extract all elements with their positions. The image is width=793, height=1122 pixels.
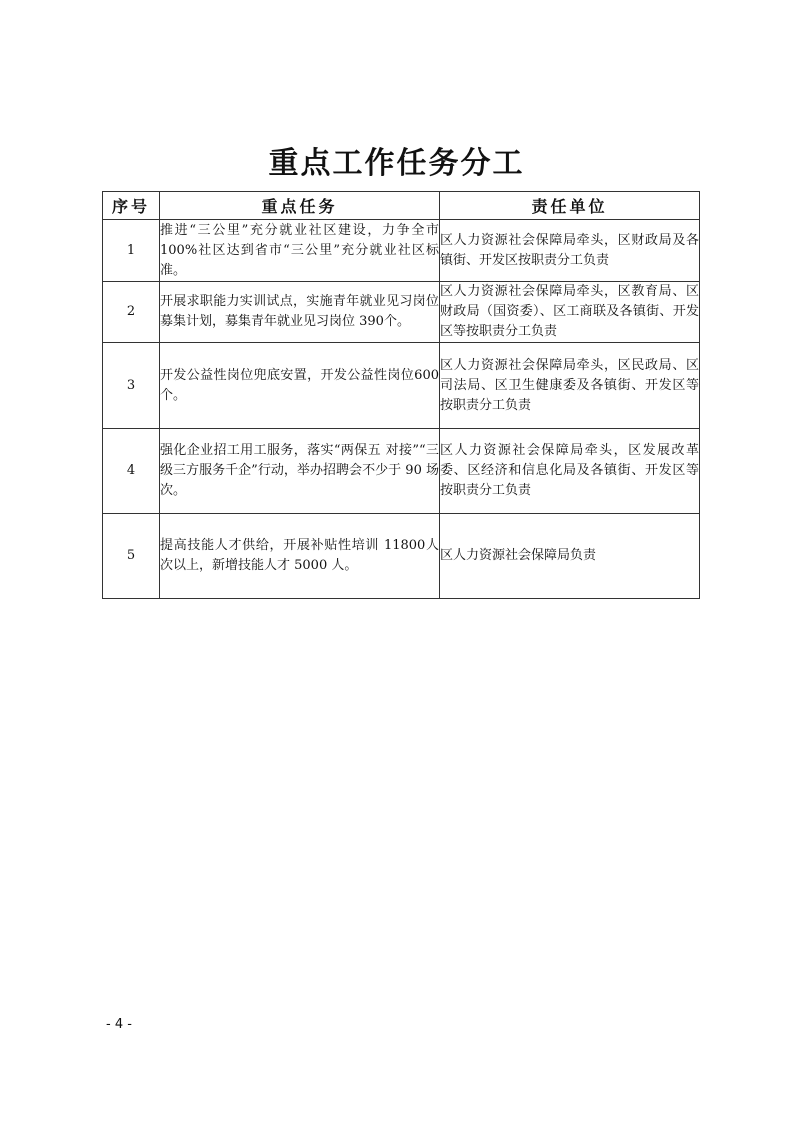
row-number: 3 [103,343,160,429]
row-task: 开展求职能力实训试点，实施青年就业见习岗位募集计划，募集青年就业见习岗位 390个。 [160,282,440,343]
row-unit: 区人力资源社会保障局牵头，区财政局及各镇街、开发区按职责分工负责 [440,220,700,282]
row-number: 4 [103,429,160,514]
row-task: 推进“三公里”充分就业社区建设，力争全市100%社区达到省市“三公里”充分就业社区标准。 [160,220,440,282]
row-number: 5 [103,514,160,599]
row-unit: 区人力资源社会保障局负责 [440,514,700,599]
row-unit: 区人力资源社会保障局牵头，区发展改革委、区经济和信息化局及各镇街、开发区等按职责分工负责 [440,429,700,514]
table-row [103,220,700,282]
page-title: 重点工作任务分工 [268,146,525,181]
row-task: 开发公益性岗位兜底安置，开发公益性岗位600 个。 [160,343,440,429]
header-unit: 责任单位 [440,192,700,220]
table-row [103,514,700,599]
row-number: 2 [103,282,160,343]
header-task: 重点任务 [160,192,440,220]
row-task: 强化企业招工用工服务，落实“两保五 对接”“三级三方服务千企”行动，举办招聘会不少于 90 场次。 [160,429,440,514]
table-row [103,343,700,429]
row-unit: 区人力资源社会保障局牵头，区教育局、区财政局（国资委）、区工商联及各镇街、开发区等按职责分工负责 [440,282,700,343]
row-number: 1 [103,220,160,282]
table-header-row [103,192,700,220]
table-row [103,282,700,343]
task-table [102,191,700,599]
row-task: 提高技能人才供给，开展补贴性培训 11800人次以上，新增技能人才 5000 人。 [160,514,440,599]
row-unit: 区人力资源社会保障局牵头，区民政局、区司法局、区卫生健康委及各镇街、开发区等按职责分工负责 [440,343,700,429]
header-number: 序号 [103,192,160,220]
page-number: - 4 - [106,1017,132,1032]
table-row [103,429,700,514]
